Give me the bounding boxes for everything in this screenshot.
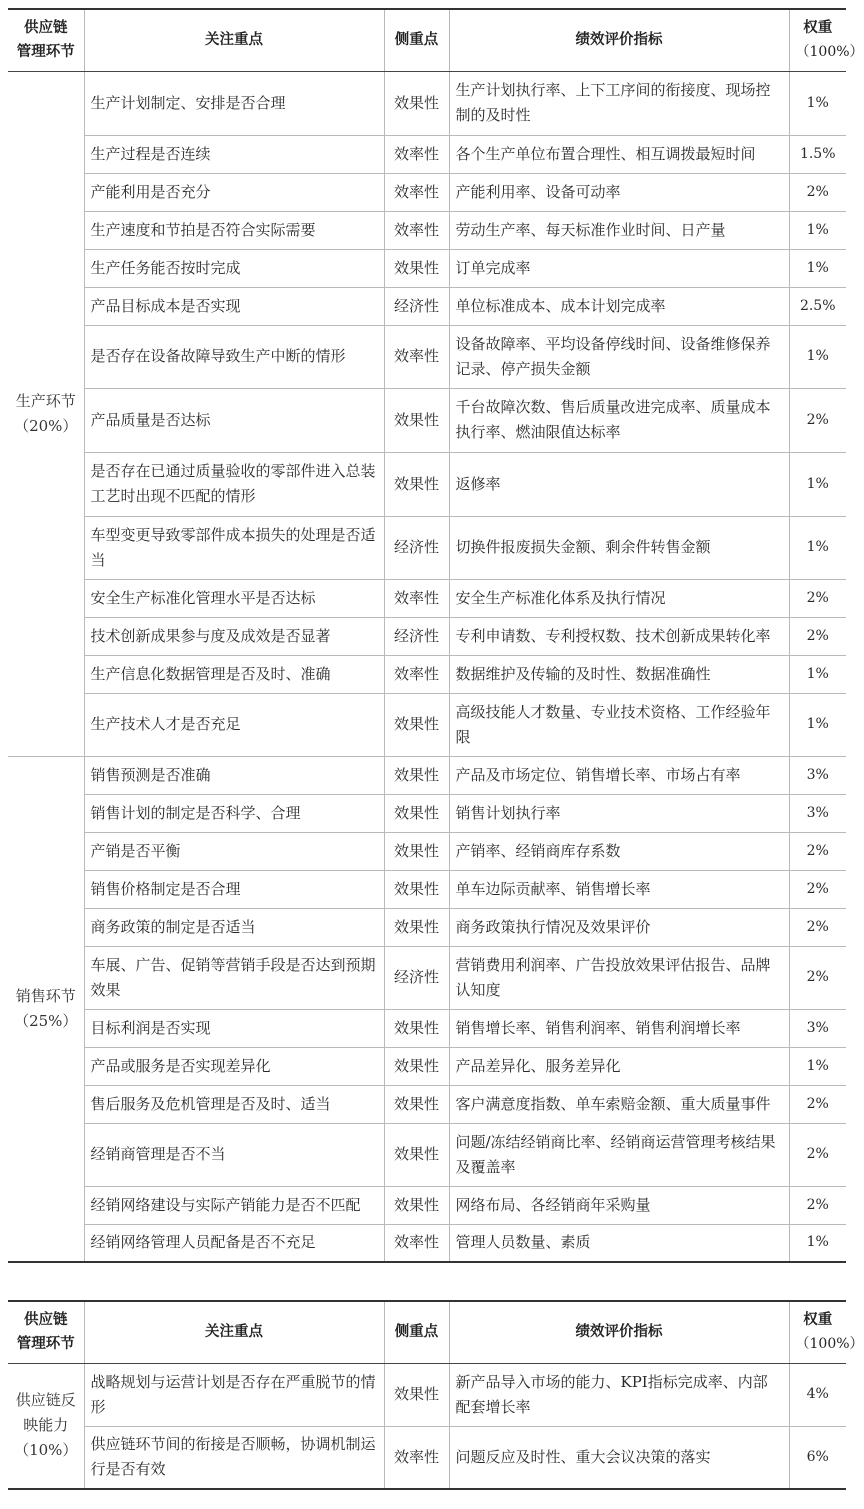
table-row	[8, 579, 846, 617]
header-segment-line2: 管理环节	[16, 1336, 75, 1353]
header-indicator: 绩效评价指标	[449, 9, 789, 71]
bias-cell: 效果性	[384, 1085, 449, 1123]
bias-cell: 效率性	[384, 1224, 449, 1262]
indicator-cell: 商务政策执行情况及效果评价	[449, 908, 789, 946]
table-row	[8, 794, 846, 832]
focus-cell: 产品或服务是否实现差异化	[84, 1047, 384, 1085]
weight-cell: 2%	[789, 832, 846, 870]
bias-cell: 效果性	[384, 1186, 449, 1224]
header-weight-line2: （100%）	[795, 44, 864, 61]
indicator-cell: 问题反应及时性、重大会议决策的落实	[449, 1426, 789, 1489]
weight-cell: 2%	[789, 617, 846, 655]
indicator-cell: 千台故障次数、售后质量改进完成率、质量成本执行率、燃油限值达标率	[449, 388, 789, 452]
focus-cell: 生产计划制定、安排是否合理	[84, 71, 384, 135]
weight-cell: 1%	[789, 655, 846, 693]
weight-cell: 2%	[789, 1085, 846, 1123]
bias-cell: 效果性	[384, 794, 449, 832]
indicator-cell: 管理人员数量、素质	[449, 1224, 789, 1262]
focus-cell: 生产信息化数据管理是否及时、准确	[84, 655, 384, 693]
indicator-cell: 数据维护及传输的及时性、数据准确性	[449, 655, 789, 693]
indicator-cell: 网络布局、各经销商年采购量	[449, 1186, 789, 1224]
indicator-cell: 劳动生产率、每天标准作业时间、日产量	[449, 211, 789, 249]
bias-cell: 经济性	[384, 287, 449, 325]
focus-cell: 产品质量是否达标	[84, 388, 384, 452]
weight-cell: 2%	[789, 870, 846, 908]
weight-cell: 1%	[789, 325, 846, 388]
focus-cell: 技术创新成果参与度及成效是否显著	[84, 617, 384, 655]
indicator-cell: 产销率、经销商库存系数	[449, 832, 789, 870]
indicator-cell: 销售计划执行率	[449, 794, 789, 832]
focus-cell: 经销网络建设与实际产销能力是否不匹配	[84, 1186, 384, 1224]
table-row	[8, 249, 846, 287]
weight-cell: 1%	[789, 452, 846, 516]
focus-cell: 销售计划的制定是否科学、合理	[84, 794, 384, 832]
indicator-cell: 新产品导入市场的能力、KPI指标完成率、内部配套增长率	[449, 1363, 789, 1426]
focus-cell: 战略规划与运营计划是否存在严重脱节的情形	[84, 1363, 384, 1426]
segment-cell	[8, 71, 84, 756]
table-row	[8, 388, 846, 452]
table-row	[8, 908, 846, 946]
table-row	[8, 1085, 846, 1123]
bias-cell: 效率性	[384, 1426, 449, 1489]
indicator-cell: 销售增长率、销售利润率、销售利润增长率	[449, 1009, 789, 1047]
indicator-cell: 产能利用率、设备可动率	[449, 173, 789, 211]
focus-cell: 目标利润是否实现	[84, 1009, 384, 1047]
focus-cell: 是否存在设备故障导致生产中断的情形	[84, 325, 384, 388]
header-weight-line2: （100%）	[795, 1336, 864, 1353]
table-row	[8, 655, 846, 693]
bias-cell: 效果性	[384, 452, 449, 516]
focus-cell: 产能利用是否充分	[84, 173, 384, 211]
indicator-cell: 营销费用利润率、广告投放效果评估报告、品牌认知度	[449, 946, 789, 1009]
bias-cell: 经济性	[384, 516, 449, 579]
bias-cell: 效果性	[384, 756, 449, 794]
weight-cell: 4%	[789, 1363, 846, 1426]
weight-cell: 2.5%	[789, 287, 846, 325]
segment-line: 映能力	[23, 1416, 69, 1435]
bias-cell: 效果性	[384, 1363, 449, 1426]
table-row	[8, 71, 846, 135]
table-row	[8, 1186, 846, 1224]
bias-cell: 效果性	[384, 71, 449, 135]
indicator-cell: 设备故障率、平均设备停线时间、设备维修保养记录、停产损失金额	[449, 325, 789, 388]
focus-cell: 售后服务及危机管理是否及时、适当	[84, 1085, 384, 1123]
weight-cell: 2%	[789, 1123, 846, 1186]
weight-cell: 2%	[789, 946, 846, 1009]
header-segment	[8, 9, 84, 71]
bias-cell: 效率性	[384, 579, 449, 617]
bias-cell: 效率性	[384, 325, 449, 388]
weight-cell: 1%	[789, 1047, 846, 1085]
header-segment-line2: 管理环节	[16, 44, 75, 61]
header-weight	[789, 9, 864, 71]
focus-cell: 经销网络管理人员配备是否不充足	[84, 1224, 384, 1262]
focus-cell: 生产任务能否按时完成	[84, 249, 384, 287]
focus-cell: 生产过程是否连续	[84, 135, 384, 173]
table-row	[8, 870, 846, 908]
bias-cell: 经济性	[384, 617, 449, 655]
segment-cell	[8, 1363, 84, 1489]
indicator-cell: 高级技能人才数量、专业技术资格、工作经验年限	[449, 693, 789, 756]
indicator-cell: 产品及市场定位、销售增长率、市场占有率	[449, 756, 789, 794]
indicator-cell: 返修率	[449, 452, 789, 516]
focus-cell: 是否存在已通过质量验收的零部件进入总装工艺时出现不匹配的情形	[84, 452, 384, 516]
indicator-cell: 专利申请数、专利授权数、技术创新成果转化率	[449, 617, 789, 655]
weight-cell: 1%	[789, 516, 846, 579]
header-weight-line1: 权重	[803, 20, 833, 37]
table-row	[8, 452, 846, 516]
focus-cell: 供应链环节间的衔接是否顺畅，协调机制运行是否有效	[84, 1426, 384, 1489]
bias-cell: 效果性	[384, 870, 449, 908]
table-row	[8, 173, 846, 211]
weight-cell: 1%	[789, 71, 846, 135]
indicator-cell: 问题/冻结经销商比率、经销商运营管理考核结果及覆盖率	[449, 1123, 789, 1186]
weight-cell: 1%	[789, 693, 846, 756]
table-header-row	[8, 1301, 846, 1363]
table-row	[8, 832, 846, 870]
weight-cell: 1%	[789, 211, 846, 249]
table-header-row	[8, 9, 846, 71]
table-row	[8, 135, 846, 173]
focus-cell: 销售价格制定是否合理	[84, 870, 384, 908]
indicator-cell: 生产计划执行率、上下工序间的衔接度、现场控制的及时性	[449, 71, 789, 135]
header-bias: 侧重点	[384, 9, 449, 71]
table-row	[8, 693, 846, 756]
bias-cell: 效果性	[384, 388, 449, 452]
weight-cell: 1%	[789, 1224, 846, 1262]
header-bias: 侧重点	[384, 1301, 449, 1363]
weight-cell: 3%	[789, 1009, 846, 1047]
header-segment-line1: 供应链	[24, 20, 68, 37]
header-weight	[789, 1301, 864, 1363]
focus-cell: 车型变更导致零部件成本损失的处理是否适当	[84, 516, 384, 579]
table-row	[8, 1224, 846, 1262]
indicator-cell: 客户满意度指数、单车索赔金额、重大质量事件	[449, 1085, 789, 1123]
indicator-cell: 各个生产单位布置合理性、相互调拨最短时间	[449, 135, 789, 173]
segment-line: 供应链反	[15, 1391, 76, 1410]
weight-cell: 2%	[789, 173, 846, 211]
table-row	[8, 287, 846, 325]
table-row	[8, 946, 846, 1009]
bias-cell: 效果性	[384, 249, 449, 287]
table-row	[8, 756, 846, 794]
segment-line: 生产环节	[15, 391, 76, 410]
performance-table-2	[8, 1300, 864, 1490]
weight-cell: 1.5%	[789, 135, 846, 173]
table-row	[8, 325, 846, 388]
table-row	[8, 211, 846, 249]
focus-cell: 生产速度和节拍是否符合实际需要	[84, 211, 384, 249]
indicator-cell: 切换件报废损失金额、剩余件转售金额	[449, 516, 789, 579]
table-row	[8, 1363, 846, 1426]
weight-cell: 2%	[789, 908, 846, 946]
weight-cell: 2%	[789, 579, 846, 617]
weight-cell: 1%	[789, 249, 846, 287]
table-row	[8, 1426, 846, 1489]
focus-cell: 生产技术人才是否充足	[84, 693, 384, 756]
bias-cell: 效果性	[384, 908, 449, 946]
weight-cell: 3%	[789, 794, 846, 832]
bias-cell: 效果性	[384, 1009, 449, 1047]
header-focus: 关注重点	[84, 1301, 384, 1363]
focus-cell: 安全生产标准化管理水平是否达标	[84, 579, 384, 617]
indicator-cell: 单位标准成本、成本计划完成率	[449, 287, 789, 325]
table-row	[8, 1047, 846, 1085]
bias-cell: 效率性	[384, 173, 449, 211]
bias-cell: 效果性	[384, 1047, 449, 1085]
focus-cell: 产品目标成本是否实现	[84, 287, 384, 325]
segment-line: （25%）	[14, 1011, 78, 1030]
focus-cell: 商务政策的制定是否适当	[84, 908, 384, 946]
focus-cell: 销售预测是否准确	[84, 756, 384, 794]
table-row	[8, 1123, 846, 1186]
focus-cell: 车展、广告、促销等营销手段是否达到预期效果	[84, 946, 384, 1009]
bias-cell: 效果性	[384, 1123, 449, 1186]
segment-line: 销售环节	[15, 986, 76, 1005]
header-segment-line1: 供应链	[24, 1312, 68, 1329]
weight-cell: 2%	[789, 1186, 846, 1224]
segment-line: （10%）	[14, 1441, 78, 1460]
indicator-cell: 订单完成率	[449, 249, 789, 287]
table-row	[8, 617, 846, 655]
bias-cell: 经济性	[384, 946, 449, 1009]
bias-cell: 效果性	[384, 693, 449, 756]
segment-line: （20%）	[14, 416, 78, 435]
bias-cell: 效率性	[384, 135, 449, 173]
header-indicator: 绩效评价指标	[449, 1301, 789, 1363]
indicator-cell: 单车边际贡献率、销售增长率	[449, 870, 789, 908]
bias-cell: 效率性	[384, 211, 449, 249]
header-weight-line1: 权重	[803, 1312, 833, 1329]
header-segment	[8, 1301, 84, 1363]
focus-cell: 经销商管理是否不当	[84, 1123, 384, 1186]
performance-table-1	[8, 8, 864, 1263]
table-row	[8, 1009, 846, 1047]
segment-cell	[8, 756, 84, 1262]
weight-cell: 3%	[789, 756, 846, 794]
weight-cell: 6%	[789, 1426, 846, 1489]
weight-cell: 2%	[789, 388, 846, 452]
indicator-cell: 安全生产标准化体系及执行情况	[449, 579, 789, 617]
table-row	[8, 516, 846, 579]
indicator-cell: 产品差异化、服务差异化	[449, 1047, 789, 1085]
bias-cell: 效果性	[384, 832, 449, 870]
bias-cell: 效率性	[384, 655, 449, 693]
focus-cell: 产销是否平衡	[84, 832, 384, 870]
header-focus: 关注重点	[84, 9, 384, 71]
